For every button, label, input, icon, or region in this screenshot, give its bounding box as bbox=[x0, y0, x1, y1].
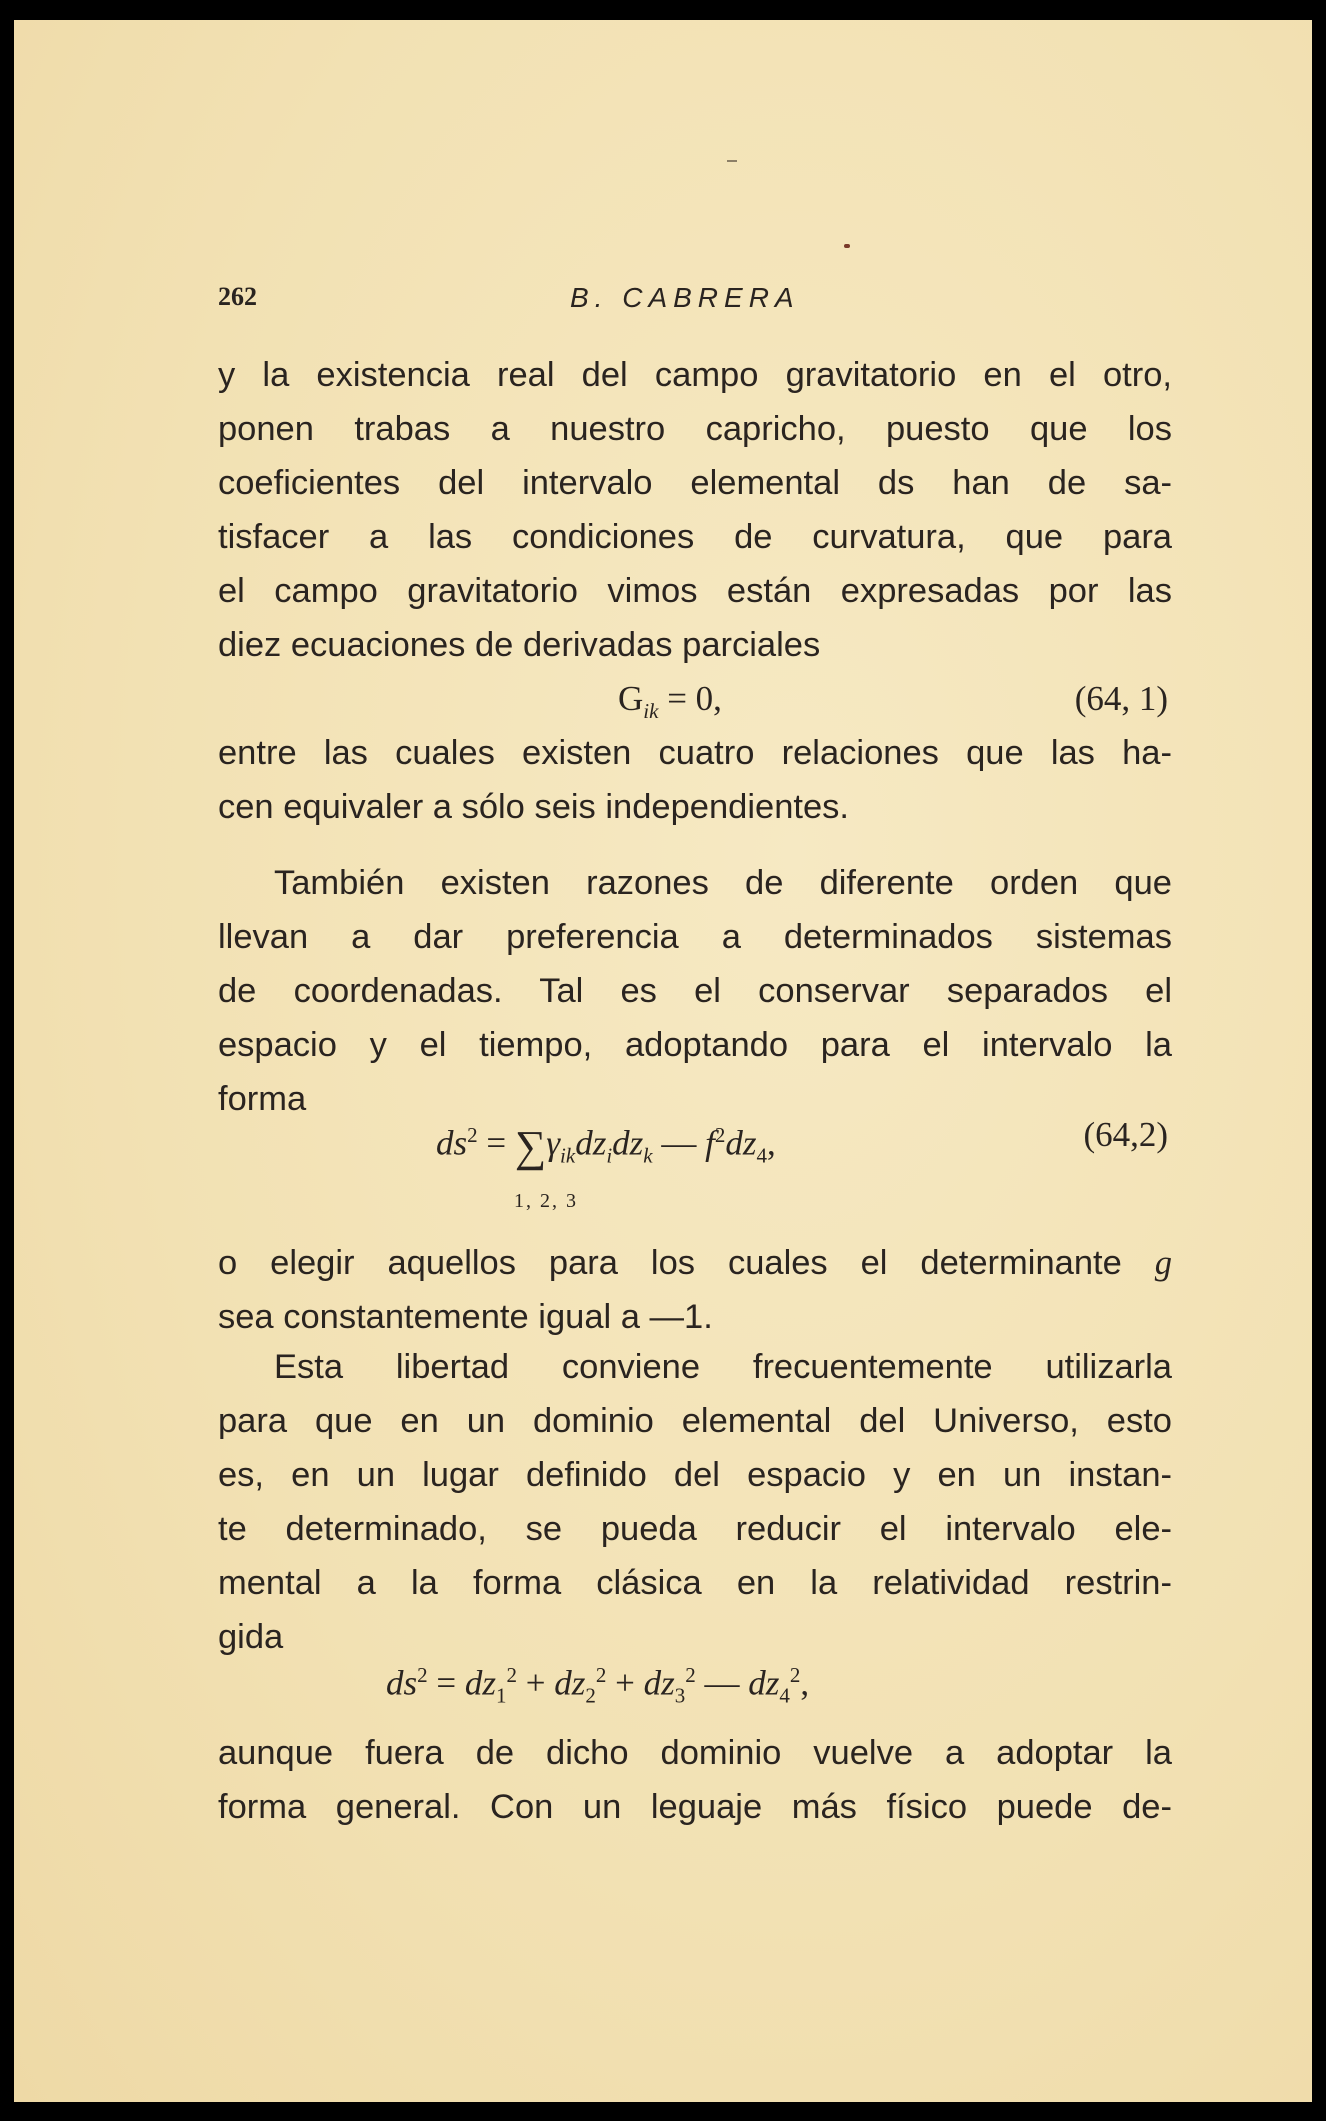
page-number: 262 bbox=[218, 282, 257, 311]
index-i: i bbox=[606, 1143, 613, 1168]
dz-symbol: dz bbox=[612, 1123, 644, 1163]
minus-sign: — bbox=[695, 1663, 749, 1703]
equation-number: (64,2) bbox=[1083, 1115, 1168, 1154]
text-line: entre las cuales existen cuatro relaciones que las ha- bbox=[218, 734, 1172, 772]
exponent: 2 bbox=[714, 1123, 726, 1147]
text-line bbox=[218, 1236, 1172, 1290]
exponent: 2 bbox=[789, 1663, 801, 1687]
text-line: mental a la forma clásica en la relatividad restrin- bbox=[218, 1564, 1172, 1602]
ds-symbol: ds bbox=[436, 1123, 468, 1163]
ink-speck bbox=[844, 244, 850, 248]
text-line: de coordenadas. Tal es el conservar separados el bbox=[218, 972, 1172, 1010]
text-line: coeficientes del intervalo elemental ds han de sa- bbox=[218, 464, 1172, 502]
text-line: espacio y el tiempo, adoptando para el intervalo la bbox=[218, 1026, 1172, 1064]
comma: , bbox=[800, 1663, 810, 1703]
text-span: o elegir aquellos para los cuales el determinante bbox=[218, 1244, 1122, 1282]
gamma-symbol: γ bbox=[546, 1123, 561, 1163]
exponent: 2 bbox=[506, 1663, 517, 1687]
text-line: es, en un lugar definido del espacio y en un instan- bbox=[218, 1456, 1172, 1494]
dz-symbol: dz bbox=[575, 1123, 607, 1163]
running-head: B. CABRERA bbox=[570, 282, 800, 313]
g-symbol: G bbox=[618, 679, 644, 718]
paragraph-3 bbox=[218, 856, 1172, 1126]
dz-symbol: dz bbox=[725, 1123, 757, 1163]
text-line: y la existencia real del campo gravitatorio en el otro, bbox=[218, 356, 1172, 394]
index-4: 4 bbox=[756, 1143, 767, 1168]
exponent: 2 bbox=[595, 1663, 607, 1687]
equation-rhs: = 0, bbox=[658, 679, 722, 718]
equals-sign: = bbox=[477, 1123, 515, 1163]
text-line: tisfacer a las condiciones de curvatura, que para bbox=[218, 518, 1172, 556]
text-line: aunque fuera de dicho dominio vuelve a adoptar la bbox=[218, 1734, 1172, 1772]
equation-body bbox=[436, 1108, 776, 1183]
dz-symbol: dz bbox=[748, 1663, 780, 1703]
index-2: 2 bbox=[585, 1683, 596, 1708]
equation-64-2 bbox=[218, 1108, 1172, 1212]
sum-range: 1, 2, 3 bbox=[514, 1190, 578, 1212]
exponent: 2 bbox=[467, 1123, 478, 1147]
index-k: k bbox=[643, 1143, 653, 1168]
equals-sign: = bbox=[427, 1663, 465, 1703]
text-line: ponen trabas a nuestro capricho, puesto que los bbox=[218, 410, 1172, 448]
text-line: cen equivaler a sólo seis independientes. bbox=[218, 788, 850, 826]
equation-number: (64, 1) bbox=[1074, 679, 1168, 718]
index-ik: ik bbox=[643, 699, 659, 723]
f-symbol: f bbox=[705, 1123, 715, 1163]
ds-symbol: ds bbox=[386, 1663, 418, 1703]
sigma-symbol: ∑ bbox=[514, 1121, 547, 1171]
paragraph-4 bbox=[218, 1236, 1172, 1344]
book-page bbox=[14, 20, 1312, 2102]
equation-64-1 bbox=[218, 672, 1172, 726]
g-symbol: g bbox=[1154, 1244, 1172, 1282]
index-ik: ik bbox=[560, 1143, 576, 1168]
text-line: para que en un dominio elemental del Universo, esto bbox=[218, 1402, 1172, 1440]
plus-sign: + bbox=[606, 1663, 644, 1703]
paragraph-5 bbox=[218, 1340, 1172, 1664]
equation-3 bbox=[218, 1648, 1172, 1708]
text-line: sea constantemente igual a —1. bbox=[218, 1298, 713, 1336]
top-dash bbox=[727, 160, 737, 162]
text-line: el campo gravitatorio vimos están expresadas por las bbox=[218, 572, 1172, 610]
text-line: forma general. Con un leguaje más físico puede de- bbox=[218, 1788, 1172, 1826]
dz-symbol: dz bbox=[464, 1663, 496, 1703]
text-line: gida bbox=[218, 1618, 284, 1656]
index-4: 4 bbox=[779, 1683, 790, 1708]
page-header bbox=[14, 282, 1312, 322]
exponent: 2 bbox=[417, 1663, 428, 1687]
index-3: 3 bbox=[674, 1683, 686, 1708]
minus-sign: — bbox=[652, 1123, 706, 1163]
plus-sign: + bbox=[517, 1663, 555, 1703]
text-line: forma bbox=[218, 1080, 307, 1118]
paragraph-6 bbox=[218, 1726, 1172, 1834]
index-1: 1 bbox=[496, 1683, 507, 1708]
dz-symbol: dz bbox=[643, 1663, 675, 1703]
comma: , bbox=[766, 1123, 776, 1163]
text-line: diez ecuaciones de derivadas parciales bbox=[218, 626, 821, 664]
dz-symbol: dz bbox=[554, 1663, 586, 1703]
text-line: llevan a dar preferencia a determinados sistemas bbox=[218, 918, 1172, 956]
equation-body bbox=[386, 1648, 809, 1723]
text-line: Esta libertad conviene frecuentemente utilizarla bbox=[274, 1348, 1172, 1386]
exponent: 2 bbox=[685, 1663, 696, 1687]
text-line: También existen razones de diferente orden que bbox=[274, 864, 1172, 902]
paragraph-1 bbox=[218, 348, 1172, 672]
paragraph-2 bbox=[218, 726, 1172, 834]
text-line: te determinado, se pueda reducir el intervalo ele- bbox=[218, 1510, 1172, 1548]
